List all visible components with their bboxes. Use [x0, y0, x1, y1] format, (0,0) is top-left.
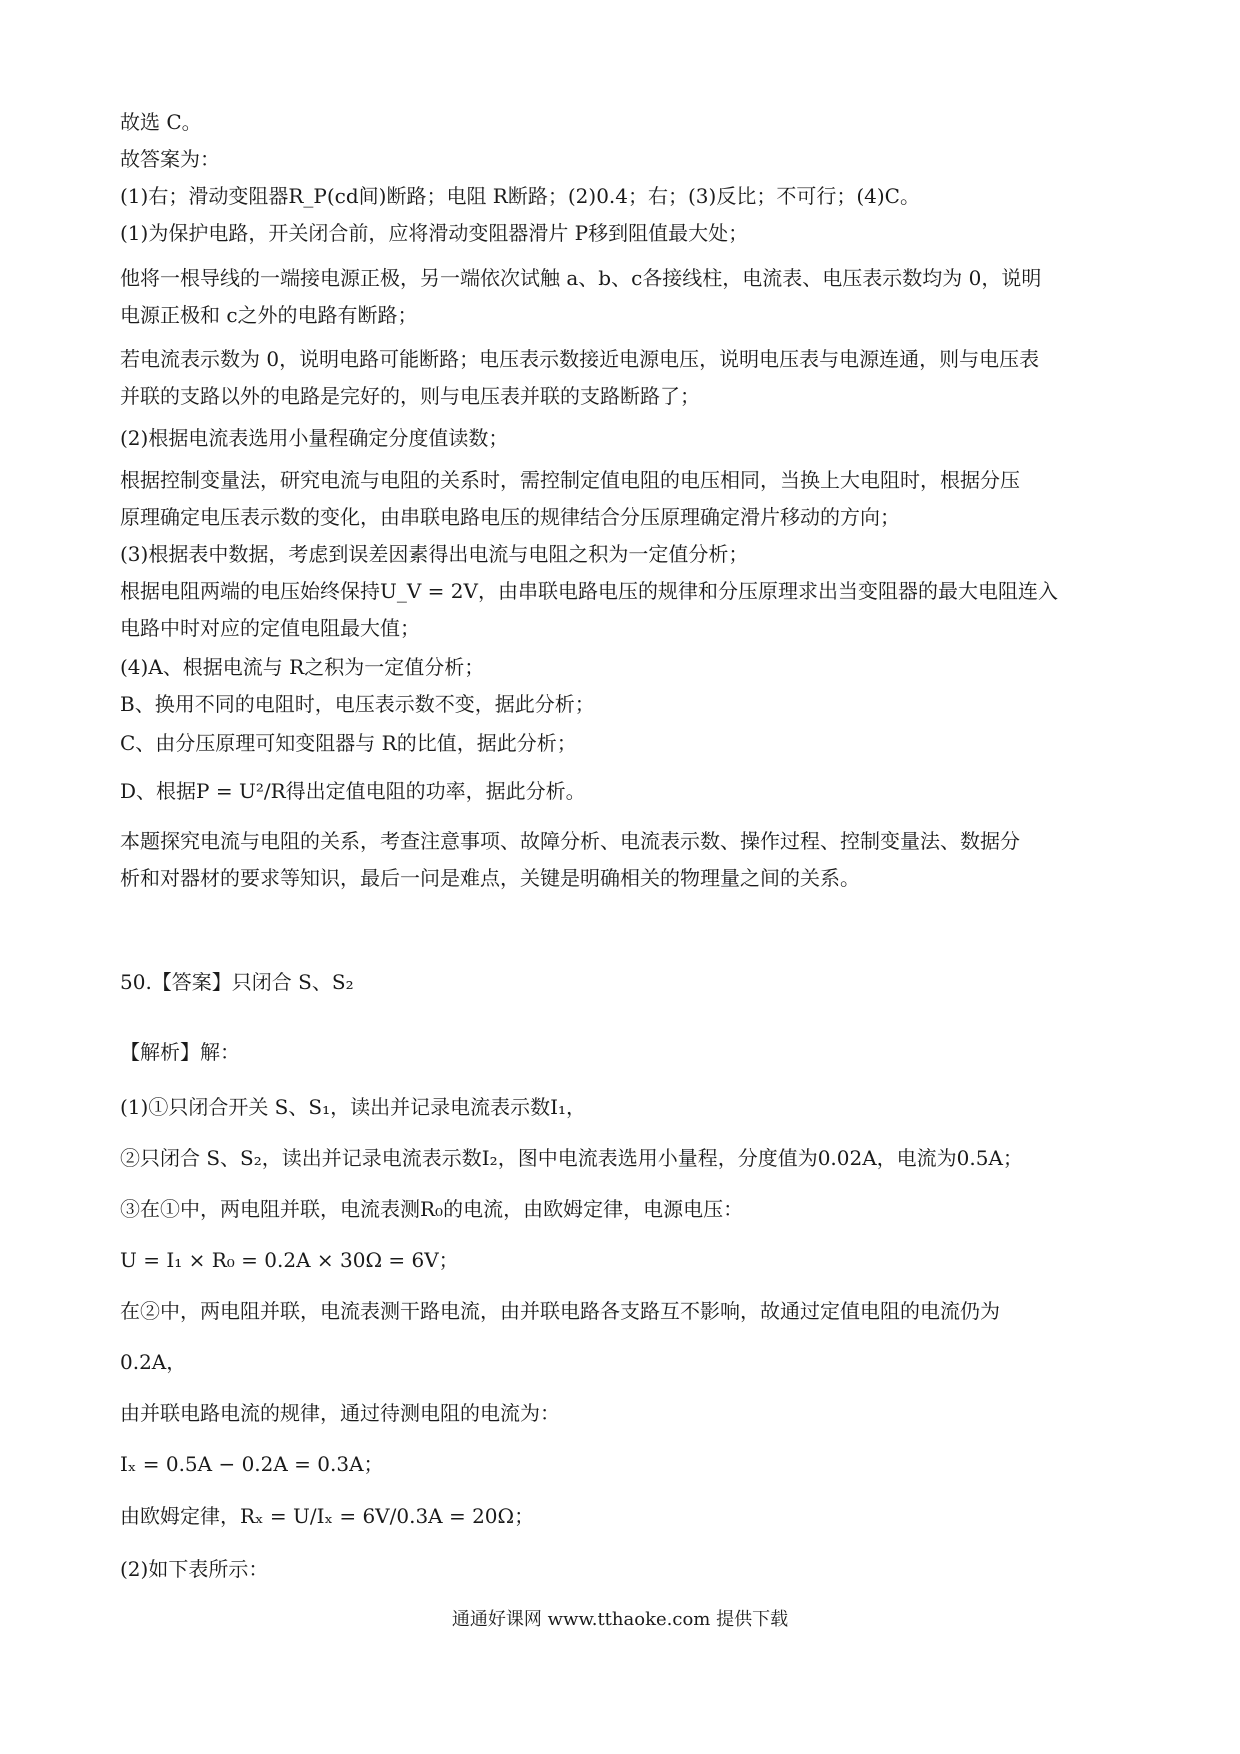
text-line: 根据控制变量法，研究电流与电阻的关系时，需控制定值电阻的电压相同，当换上大电阻时，根据分压	[120, 468, 1020, 492]
text-line: 在②中，两电阻并联，电流表测干路电流，由并联电路各支路互不影响，故通过定值电阻的电流仍为	[120, 1299, 1000, 1323]
equation-line: U = I₁ × R₀ = 0.2A × 30Ω = 6V；	[120, 1248, 459, 1272]
page-footer: 通通好课网 www.tthaoke.com 提供下载	[451, 1609, 789, 1630]
answer-heading: 50.【答案】只闭合 S、S₂	[120, 970, 354, 994]
text-line: (2)根据电流表选用小量程确定分度值读数；	[120, 426, 509, 450]
text-line: 故选 C。	[120, 110, 202, 134]
text-line: (1)①只闭合开关 S、S₁，读出并记录电流表示数I₁，	[120, 1095, 587, 1119]
text-line: 根据电阻两端的电压始终保持U_V = 2V，由串联电路电压的规律和分压原理求出当变阻器的最大电阻连入	[120, 579, 1058, 603]
text-line: 并联的支路以外的电路是完好的，则与电压表并联的支路断路了；	[120, 384, 700, 408]
text-line: (1)右；滑动变阻器R_P(cd间)断路；电阻 R断路；(2)0.4；右；(3)反比；不可行；(4)C。	[120, 184, 920, 208]
text-line: 析和对器材的要求等知识，最后一问是难点，关键是明确相关的物理量之间的关系。	[120, 866, 860, 890]
analysis-heading: 【解析】解：	[120, 1040, 240, 1064]
text-line: B、换用不同的电阻时，电压表示数不变，据此分析；	[120, 692, 595, 716]
text-line: 故答案为：	[120, 147, 220, 171]
text-line: D、根据P = U²/R得出定值电阻的功率，据此分析。	[120, 779, 586, 803]
text-line: (1)为保护电路，开关闭合前，应将滑动变阻器滑片 P移到阻值最大处；	[120, 221, 749, 245]
text-line: C、由分压原理可知变阻器与 R的比值，据此分析；	[120, 731, 577, 755]
text-line: 电源正极和 c之外的电路有断路；	[120, 303, 418, 327]
text-line: ②只闭合 S、S₂，读出并记录电流表示数I₂，图中电流表选用小量程，分度值为0.02A，电流为0.5A；	[120, 1146, 1023, 1170]
text-line: 原理确定电压表示数的变化，由串联电路电压的规律结合分压原理确定滑片移动的方向；	[120, 505, 900, 529]
text-line: 由并联电路电流的规律，通过待测电阻的电流为：	[120, 1401, 560, 1425]
text-line: 若电流表示数为 0，说明电路可能断路；电压表示数接近电源电压，说明电压表与电源连通，则与电压表	[120, 347, 1040, 371]
text-line: 本题探究电流与电阻的关系，考查注意事项、故障分析、电流表示数、操作过程、控制变量法、数据分	[120, 829, 1020, 853]
text-line: ③在①中，两电阻并联，电流表测R₀的电流，由欧姆定律，电源电压：	[120, 1197, 744, 1221]
equation-line: Iₓ = 0.5A − 0.2A = 0.3A；	[120, 1452, 384, 1476]
text-line: (4)A、根据电流与 R之积为一定值分析；	[120, 655, 485, 679]
equation-line: 由欧姆定律，Rₓ = U/Iₓ = 6V/0.3A = 20Ω；	[120, 1504, 535, 1528]
text-line: (3)根据表中数据，考虑到误差因素得出电流与电阻之积为一定值分析；	[120, 542, 749, 566]
text-line: 0.2A，	[120, 1350, 187, 1374]
text-line: 他将一根导线的一端接电源正极，另一端依次试触 a、b、c各接线柱，电流表、电压表示数均为 0，说明	[120, 266, 1042, 290]
text-line: 电路中时对应的定值电阻最大值；	[120, 616, 420, 640]
text-line: (2)如下表所示：	[120, 1557, 269, 1581]
